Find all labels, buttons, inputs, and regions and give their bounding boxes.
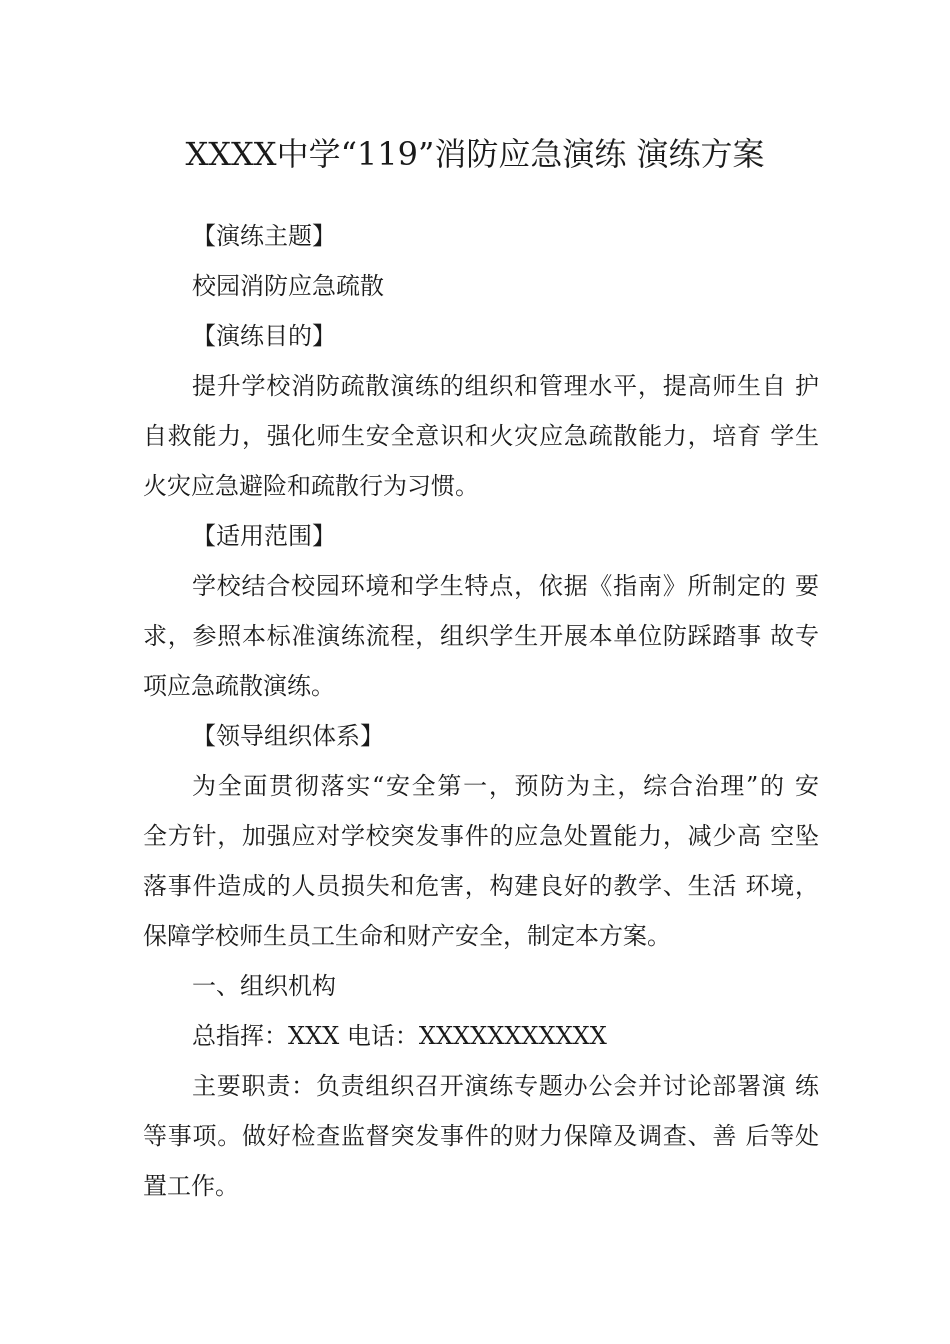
duties-line-2: 等事项。做好检查监督突发事件的财力保障及调查、善 后等处 (143, 1122, 819, 1150)
purpose-line-1: 提升学校消防疏散演练的组织和管理水平，提高师生自 护 (192, 372, 819, 400)
document-title: XXXX中学“119”消防应急演练 演练方案 (185, 135, 765, 173)
commander-line: 总指挥：XXX 电话：XXXXXXXXXXX (192, 1022, 607, 1050)
leadership-line-2: 全方针，加强应对学校突发事件的应急处置能力，减少高 空坠 (143, 822, 819, 850)
scope-line-2: 求，参照本标准演练流程，组织学生开展本单位防踩踏事 故专 (143, 622, 819, 650)
purpose-line-3: 火灾应急避险和疏散行为习惯。 (143, 472, 479, 500)
scope-line-1: 学校结合校园环境和学生特点，依据《指南》所制定的 要 (192, 572, 819, 600)
section-heading-scope: 【适用范围】 (192, 522, 336, 550)
duties-line-1: 主要职责：负责组织召开演练专题办公会并讨论部署演 练 (192, 1072, 819, 1100)
section-heading-theme: 【演练主题】 (192, 222, 336, 250)
section-heading-leadership: 【领导组织体系】 (192, 722, 384, 750)
leadership-line-3: 落事件造成的人员损失和危害，构建良好的教学、生活 环境， (143, 872, 819, 900)
leadership-line-4: 保障学校师生员工生命和财产安全，制定本方案。 (143, 922, 671, 950)
leadership-line-1: 为全面贯彻落实“安全第一，预防为主，综合治理”的 安 (192, 772, 819, 800)
duties-line-3: 置工作。 (143, 1172, 239, 1200)
purpose-line-2: 自救能力，强化师生安全意识和火灾应急疏散能力，培育 学生 (143, 422, 819, 450)
section-heading-purpose: 【演练目的】 (192, 322, 336, 350)
theme-text: 校园消防应急疏散 (192, 272, 384, 300)
section-heading-organization: 一、组织机构 (192, 972, 336, 1000)
scope-line-3: 项应急疏散演练。 (143, 672, 335, 700)
